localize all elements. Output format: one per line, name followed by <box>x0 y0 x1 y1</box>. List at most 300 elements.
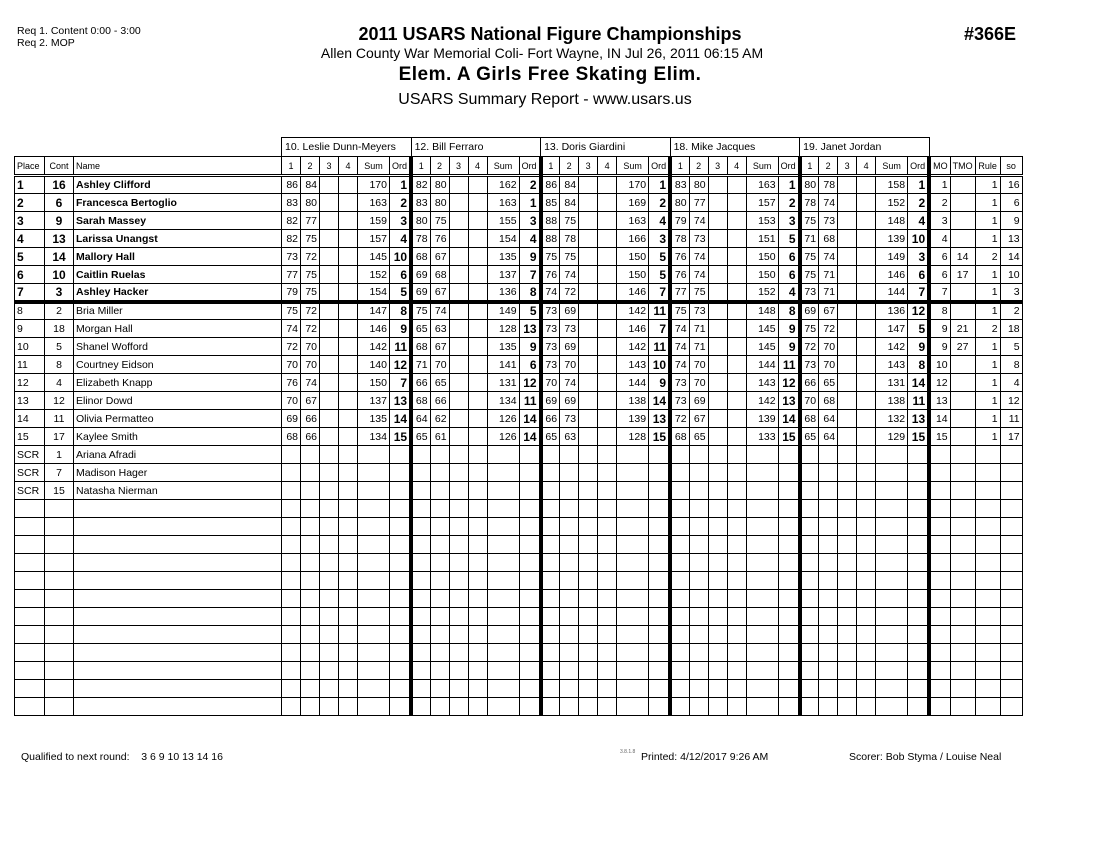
empty-cell <box>430 572 449 590</box>
judge-1-cell <box>800 464 819 482</box>
so-cell: 11 <box>1000 410 1022 428</box>
judge-ord-cell: 15 <box>778 428 800 446</box>
empty-cell <box>411 500 430 518</box>
empty-cell <box>320 644 339 662</box>
skater-name: Francesca Bertoglio <box>74 194 282 212</box>
judge-4-cell <box>598 176 617 194</box>
empty-cell <box>708 572 727 590</box>
empty-cell <box>727 680 746 698</box>
empty-cell <box>950 500 975 518</box>
judge-4-cell <box>468 338 487 356</box>
judge-sum-cell: 138 <box>876 392 908 410</box>
judge-2-cell: 80 <box>301 194 320 212</box>
judge-sum-cell: 150 <box>746 266 778 284</box>
judge-3-cell <box>449 338 468 356</box>
judge-sum-cell <box>876 464 908 482</box>
judge-1-cell: 68 <box>411 248 430 266</box>
contestant-number: 3 <box>45 284 74 302</box>
judge-sum-cell: 145 <box>358 248 390 266</box>
empty-cell <box>950 698 975 716</box>
judge-1-cell: 76 <box>670 266 689 284</box>
judge-3-cell <box>320 464 339 482</box>
skater-name: Ashley Hacker <box>74 284 282 302</box>
col-judge-4: 4 <box>468 157 487 176</box>
place-cell: 12 <box>15 374 45 392</box>
judge-ord-cell: 11 <box>390 338 412 356</box>
empty-row <box>15 608 1023 626</box>
empty-cell <box>876 626 908 644</box>
contestant-number: 5 <box>45 338 74 356</box>
empty-cell <box>649 518 671 536</box>
empty-cell <box>746 554 778 572</box>
judge-1-cell: 82 <box>282 212 301 230</box>
judge-sum-cell: 154 <box>487 230 519 248</box>
empty-cell <box>649 536 671 554</box>
contestant-number: 6 <box>45 194 74 212</box>
judge-sum-cell: 128 <box>487 320 519 338</box>
empty-cell <box>670 536 689 554</box>
empty-cell <box>689 590 708 608</box>
judge-3-cell <box>320 230 339 248</box>
empty-cell <box>74 536 282 554</box>
mo-cell: 9 <box>929 338 950 356</box>
empty-cell <box>617 698 649 716</box>
judge-2-cell: 77 <box>301 212 320 230</box>
judge-3-cell <box>449 266 468 284</box>
empty-cell <box>689 500 708 518</box>
empty-cell <box>838 518 857 536</box>
judge-3-cell <box>708 176 727 194</box>
judge-3-cell <box>449 194 468 212</box>
judge-4-cell <box>727 374 746 392</box>
judge-ord-cell: 11 <box>519 392 541 410</box>
judge-1-cell: 78 <box>670 230 689 248</box>
empty-cell <box>282 626 301 644</box>
result-row <box>15 428 1023 446</box>
result-row <box>15 410 1023 428</box>
empty-cell <box>358 572 390 590</box>
empty-cell <box>282 680 301 698</box>
judge-1-cell: 86 <box>541 176 560 194</box>
result-row <box>15 266 1023 284</box>
empty-cell <box>541 662 560 680</box>
judge-ord-cell <box>649 482 671 500</box>
judge-ord-cell: 8 <box>519 284 541 302</box>
judge-ord-cell: 10 <box>390 248 412 266</box>
tmo-cell: 27 <box>950 338 975 356</box>
empty-cell <box>560 644 579 662</box>
empty-cell <box>468 554 487 572</box>
empty-cell <box>74 572 282 590</box>
judge-4-cell <box>598 464 617 482</box>
empty-cell <box>649 554 671 572</box>
empty-cell <box>301 644 320 662</box>
empty-cell <box>908 554 930 572</box>
judge-1-cell: 76 <box>282 374 301 392</box>
judge-3-cell <box>838 482 857 500</box>
empty-cell <box>746 572 778 590</box>
empty-cell <box>670 644 689 662</box>
judge-4-cell <box>857 320 876 338</box>
judge-3-cell <box>579 284 598 302</box>
judge-3-cell <box>579 176 598 194</box>
empty-cell <box>617 500 649 518</box>
empty-cell <box>339 536 358 554</box>
empty-cell <box>487 518 519 536</box>
judge-4-cell <box>857 230 876 248</box>
empty-cell <box>649 680 671 698</box>
judge-sum-cell: 136 <box>876 302 908 320</box>
empty-cell <box>746 698 778 716</box>
empty-cell <box>15 680 45 698</box>
judge-4-cell <box>339 338 358 356</box>
empty-cell <box>15 608 45 626</box>
empty-cell <box>670 626 689 644</box>
judge-3-cell <box>320 356 339 374</box>
so-cell: 2 <box>1000 302 1022 320</box>
empty-cell <box>689 554 708 572</box>
empty-cell <box>339 680 358 698</box>
empty-cell <box>746 662 778 680</box>
rule-cell: 1 <box>975 176 1000 194</box>
so-cell: 16 <box>1000 176 1022 194</box>
empty-cell <box>320 500 339 518</box>
judge-4-cell <box>468 266 487 284</box>
skater-name: Olivia Permatteo <box>74 410 282 428</box>
empty-cell <box>689 536 708 554</box>
judge-2-cell: 74 <box>689 266 708 284</box>
col-judge-1: 1 <box>411 157 430 176</box>
empty-cell <box>778 554 800 572</box>
empty-cell <box>411 698 430 716</box>
judge-1-cell: 75 <box>800 212 819 230</box>
rule-cell: 1 <box>975 428 1000 446</box>
mo-cell: 6 <box>929 248 950 266</box>
col-judge-2: 2 <box>819 157 838 176</box>
empty-row <box>15 590 1023 608</box>
judge-ord-cell: 6 <box>778 248 800 266</box>
judge-sum-cell: 126 <box>487 428 519 446</box>
judge-sum-cell: 126 <box>487 410 519 428</box>
empty-cell <box>746 644 778 662</box>
rule-cell: 1 <box>975 230 1000 248</box>
so-cell: 12 <box>1000 392 1022 410</box>
empty-cell <box>876 680 908 698</box>
contestant-number: 18 <box>45 320 74 338</box>
place-cell: 11 <box>15 356 45 374</box>
judge-4-cell <box>468 230 487 248</box>
judge-3-cell <box>579 338 598 356</box>
contestant-number: 14 <box>45 248 74 266</box>
empty-cell <box>727 590 746 608</box>
judge-2-cell: 61 <box>430 428 449 446</box>
judge-ord-cell: 15 <box>908 428 930 446</box>
empty-cell <box>975 662 1000 680</box>
empty-cell <box>617 662 649 680</box>
result-row <box>15 194 1023 212</box>
judge-2-cell: 65 <box>819 374 838 392</box>
judge-2-cell <box>301 464 320 482</box>
judge-3-cell <box>838 212 857 230</box>
empty-cell <box>487 554 519 572</box>
place-cell: 13 <box>15 392 45 410</box>
col-judge-1: 1 <box>670 157 689 176</box>
judge-3-cell <box>579 302 598 320</box>
empty-cell <box>838 536 857 554</box>
judge-2-cell <box>560 464 579 482</box>
judge-sum-cell: 157 <box>746 194 778 212</box>
judge-1-cell: 83 <box>282 194 301 212</box>
judge-sum-cell: 129 <box>876 428 908 446</box>
empty-cell <box>45 590 74 608</box>
empty-cell <box>358 698 390 716</box>
empty-cell <box>670 662 689 680</box>
col-place: Place <box>15 157 45 176</box>
judge-3-cell <box>708 212 727 230</box>
judge-4-cell <box>468 428 487 446</box>
judge-sum-cell: 150 <box>617 248 649 266</box>
competition-title: 2011 USARS National Figure Championships <box>358 24 742 44</box>
empty-cell <box>390 554 412 572</box>
col-judge-sum: Sum <box>487 157 519 176</box>
empty-cell <box>301 500 320 518</box>
empty-cell <box>449 554 468 572</box>
empty-cell <box>838 626 857 644</box>
empty-cell <box>617 572 649 590</box>
place-cell: 5 <box>15 248 45 266</box>
judge-ord-cell: 5 <box>778 230 800 248</box>
judge-3-cell <box>579 320 598 338</box>
judge-name: 10. Leslie Dunn-Meyers <box>282 138 412 157</box>
judge-1-cell: 66 <box>800 374 819 392</box>
judge-sum-cell: 132 <box>876 410 908 428</box>
empty-cell <box>746 608 778 626</box>
judge-2-cell: 66 <box>430 392 449 410</box>
empty-cell <box>468 608 487 626</box>
judge-2-cell: 75 <box>301 284 320 302</box>
skater-name: Courtney Eidson <box>74 356 282 374</box>
empty-cell <box>74 608 282 626</box>
judge-3-cell <box>320 392 339 410</box>
judge-1-cell: 75 <box>670 302 689 320</box>
empty-cell <box>301 572 320 590</box>
judge-1-cell: 73 <box>670 374 689 392</box>
judge-sum-cell: 146 <box>876 266 908 284</box>
judge-ord-cell: 13 <box>519 320 541 338</box>
judge-1-cell <box>411 482 430 500</box>
empty-cell <box>358 680 390 698</box>
empty-cell <box>519 500 541 518</box>
empty-cell <box>541 644 560 662</box>
judge-ord-cell: 9 <box>908 338 930 356</box>
empty-cell <box>390 644 412 662</box>
judge-ord-cell: 11 <box>908 392 930 410</box>
judge-1-cell: 68 <box>800 410 819 428</box>
judge-4-cell <box>339 374 358 392</box>
judge-sum-cell: 163 <box>358 194 390 212</box>
contestant-number: 9 <box>45 212 74 230</box>
col-judge-ord: Ord <box>908 157 930 176</box>
empty-cell <box>519 644 541 662</box>
empty-cell <box>430 644 449 662</box>
judge-1-cell: 80 <box>411 212 430 230</box>
judge-4-cell <box>727 446 746 464</box>
judge-4-cell <box>727 194 746 212</box>
empty-cell <box>411 590 430 608</box>
judge-4-cell <box>857 428 876 446</box>
empty-cell <box>519 536 541 554</box>
judge-3-cell <box>579 194 598 212</box>
judge-4-cell <box>857 464 876 482</box>
empty-cell <box>950 608 975 626</box>
tmo-cell: 14 <box>950 248 975 266</box>
empty-cell <box>670 698 689 716</box>
judge-2-cell: 69 <box>560 392 579 410</box>
empty-cell <box>320 680 339 698</box>
empty-cell <box>541 572 560 590</box>
mo-cell: 7 <box>929 284 950 302</box>
empty-cell <box>1000 626 1022 644</box>
judge-ord-cell: 14 <box>519 410 541 428</box>
judge-4-cell <box>598 428 617 446</box>
judge-4-cell <box>727 356 746 374</box>
empty-cell <box>800 518 819 536</box>
judge-2-cell: 74 <box>819 248 838 266</box>
empty-cell <box>929 554 950 572</box>
empty-cell <box>598 572 617 590</box>
report-title: USARS Summary Report - www.usars.us <box>398 91 692 108</box>
empty-cell <box>487 608 519 626</box>
judge-sum-cell: 145 <box>746 320 778 338</box>
empty-cell <box>579 644 598 662</box>
empty-cell <box>560 698 579 716</box>
empty-cell <box>819 698 838 716</box>
result-row <box>15 446 1023 464</box>
empty-cell <box>929 680 950 698</box>
empty-cell <box>541 626 560 644</box>
judge-3-cell <box>320 410 339 428</box>
empty-cell <box>800 536 819 554</box>
empty-cell <box>74 518 282 536</box>
empty-cell <box>560 518 579 536</box>
so-cell: 6 <box>1000 194 1022 212</box>
empty-cell <box>468 662 487 680</box>
empty-cell <box>670 518 689 536</box>
judge-sum-cell: 137 <box>487 266 519 284</box>
judge-1-cell: 72 <box>670 410 689 428</box>
tmo-cell <box>950 284 975 302</box>
skater-name: Larissa Unangst <box>74 230 282 248</box>
judge-sum-cell: 128 <box>617 428 649 446</box>
empty-cell <box>908 626 930 644</box>
empty-cell <box>876 698 908 716</box>
skater-name: Ashley Clifford <box>74 176 282 194</box>
judge-4-cell <box>598 230 617 248</box>
empty-cell <box>339 518 358 536</box>
empty-cell <box>708 536 727 554</box>
col-rule: Rule <box>975 157 1000 176</box>
empty-cell <box>411 518 430 536</box>
judge-2-cell: 74 <box>819 194 838 212</box>
judge-2-cell <box>689 482 708 500</box>
empty-cell <box>950 518 975 536</box>
judge-3-cell <box>838 428 857 446</box>
empty-cell <box>778 662 800 680</box>
place-cell: 1 <box>15 176 45 194</box>
empty-cell <box>1000 680 1022 698</box>
tmo-cell <box>950 176 975 194</box>
judge-2-cell: 70 <box>301 356 320 374</box>
so-cell: 17 <box>1000 428 1022 446</box>
judge-4-cell <box>727 230 746 248</box>
skater-name: Caitlin Ruelas <box>74 266 282 284</box>
judge-ord-cell: 11 <box>649 338 671 356</box>
empty-cell <box>519 626 541 644</box>
judge-1-cell: 88 <box>541 212 560 230</box>
judge-3-cell <box>838 176 857 194</box>
empty-cell <box>857 662 876 680</box>
empty-cell <box>579 500 598 518</box>
judge-sum-cell: 158 <box>876 176 908 194</box>
empty-cell <box>45 536 74 554</box>
empty-cell <box>950 572 975 590</box>
empty-cell <box>541 608 560 626</box>
empty-cell <box>908 644 930 662</box>
judge-3-cell <box>579 482 598 500</box>
empty-cell <box>1000 536 1022 554</box>
empty-cell <box>670 590 689 608</box>
empty-cell <box>15 536 45 554</box>
empty-cell <box>579 662 598 680</box>
empty-cell <box>468 698 487 716</box>
blank-cell <box>929 138 1022 157</box>
judge-4-cell <box>468 320 487 338</box>
judge-sum-cell: 139 <box>876 230 908 248</box>
skater-name: Morgan Hall <box>74 320 282 338</box>
judge-1-cell: 69 <box>282 410 301 428</box>
judge-4-cell <box>339 482 358 500</box>
empty-cell <box>301 590 320 608</box>
judge-1-cell: 65 <box>411 320 430 338</box>
empty-cell <box>560 626 579 644</box>
empty-cell <box>598 644 617 662</box>
judge-ord-cell: 6 <box>778 266 800 284</box>
judge-4-cell <box>339 176 358 194</box>
empty-cell <box>74 644 282 662</box>
qualified-list: 3 6 9 10 13 14 16 <box>141 751 223 763</box>
rule-cell: 1 <box>975 194 1000 212</box>
judge-1-cell: 72 <box>282 338 301 356</box>
empty-cell <box>282 662 301 680</box>
judge-3-cell <box>708 446 727 464</box>
judge-ord-cell: 9 <box>778 338 800 356</box>
judge-2-cell: 69 <box>560 338 579 356</box>
empty-row <box>15 500 1023 518</box>
col-judge-4: 4 <box>857 157 876 176</box>
empty-cell <box>45 572 74 590</box>
empty-cell <box>45 518 74 536</box>
judge-1-cell: 75 <box>800 248 819 266</box>
empty-cell <box>727 554 746 572</box>
judge-ord-cell: 9 <box>778 320 800 338</box>
judge-4-cell <box>598 410 617 428</box>
judge-1-cell: 74 <box>541 284 560 302</box>
empty-cell <box>838 698 857 716</box>
judge-1-cell: 72 <box>800 338 819 356</box>
judge-3-cell <box>320 266 339 284</box>
empty-cell <box>339 608 358 626</box>
judge-2-cell: 70 <box>301 338 320 356</box>
